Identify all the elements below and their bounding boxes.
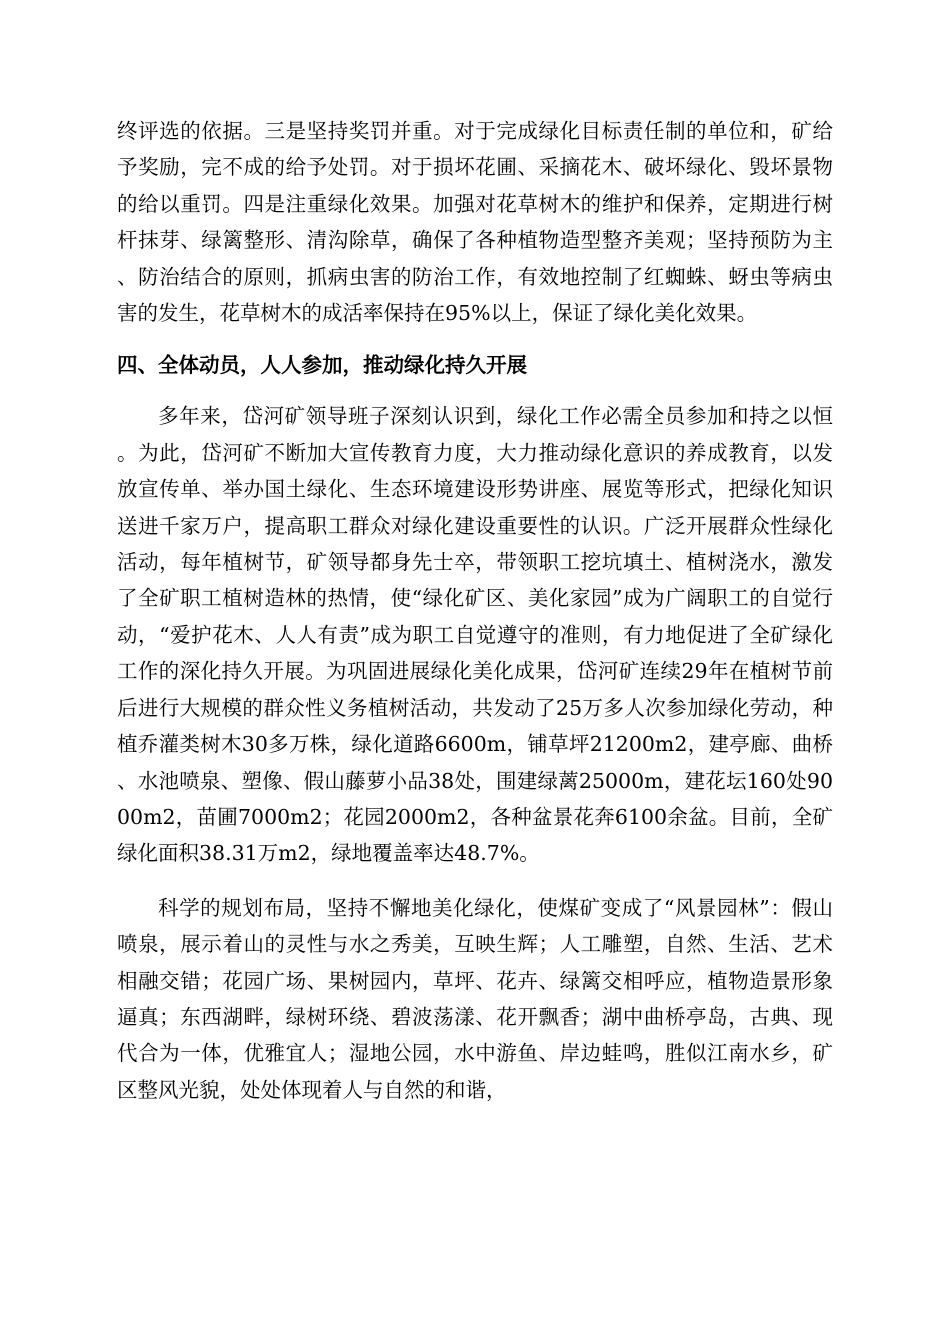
paragraph-continued: 终评选的依据。三是坚持奖罚并重。对于完成绿化目标责任制的单位和，矿给予奖励，完不成的给予处罚。对于损坏花圃、采摘花木、破坏绿化、毁坏景物的给以重罚。四是注重绿化效果。加强对花草树木的维护和保养，定期进行树杆抹芽、绿篱整形、清沟除草，确保了各种植物造型整齐美观；坚持预防为主、防治结合的原则，抓病虫害的防治工作，有效地控制了红蜘蛛、蚜虫等病虫害的发生，花草树木的成活率保持在95%以上，保证了绿化美化效果。 [117,119,833,326]
paragraph-landscape: 科学的规划布局，坚持不懈地美化绿化，使煤矿变成了“风景园林”：假山喷泉，展示着山的灵性与水之秀美，互映生辉；人工雕塑，自然、生活、艺术相融交错；花园广场、果树园内，草坪、花卉、绿篱交相呼应，植物造景形象逼真；东西湖畔，绿树环绕、碧波荡漾、花开飘香；湖中曲桥亭岛，古典、现代合为一体，优雅宜人；湿地公园，水中游鱼、岸边蛙鸣，胜似江南水乡，矿区整风光貌，处处体现着人与自然的和谐， [117,895,833,1102]
paragraph-spacer [117,872,833,890]
paragraph-mobilization: 多年来，岱河矿领导班子深刻认识到，绿化工作必需全员参加和持之以恒。为此，岱河矿不断加大宣传教育力度，大力推动绿化意识的养成教育，以发放宣传单、举办国土绿化、生态环境建设形势讲座、展览等形式，把绿化知识送进千家万户，提高职工群众对绿化建设重要性的认识。广泛开展群众性绿化活动，每年植树节，矿领导都身先士卒，带领职工挖坑填土、植树浇水，激发了全矿职工植树造林的热情，使“绿化矿区、美化家园”成为广阔职工的自觉行动，“爱护花木、人人有责”成为职工自觉遵守的准则，有力地促进了全矿绿化工作的深化持久开展。为巩固进展绿化美化成果，岱河矿连续29年在植树节前后进行大规模的群众性义务植树活动，共发动了25万多人次参加绿化劳动，种植乔灌类树木30多万株，绿化道路6600m，铺草坪21200m2，建亭廊、曲桥、水池喷泉、塑像、假山藤萝小品38处，围建绿蓠25000m，建花坛160处9000m2，苗圃7000m2；花园2000m2，各种盆景花奔6100余盆。目前，全矿绿化面积38.31万m2，绿地覆盖率达48.7%。 [117,404,833,866]
document-page [117,113,833,1108]
section-heading: 四、全体动员，人人参加，推动绿化持久开展 [117,353,527,378]
